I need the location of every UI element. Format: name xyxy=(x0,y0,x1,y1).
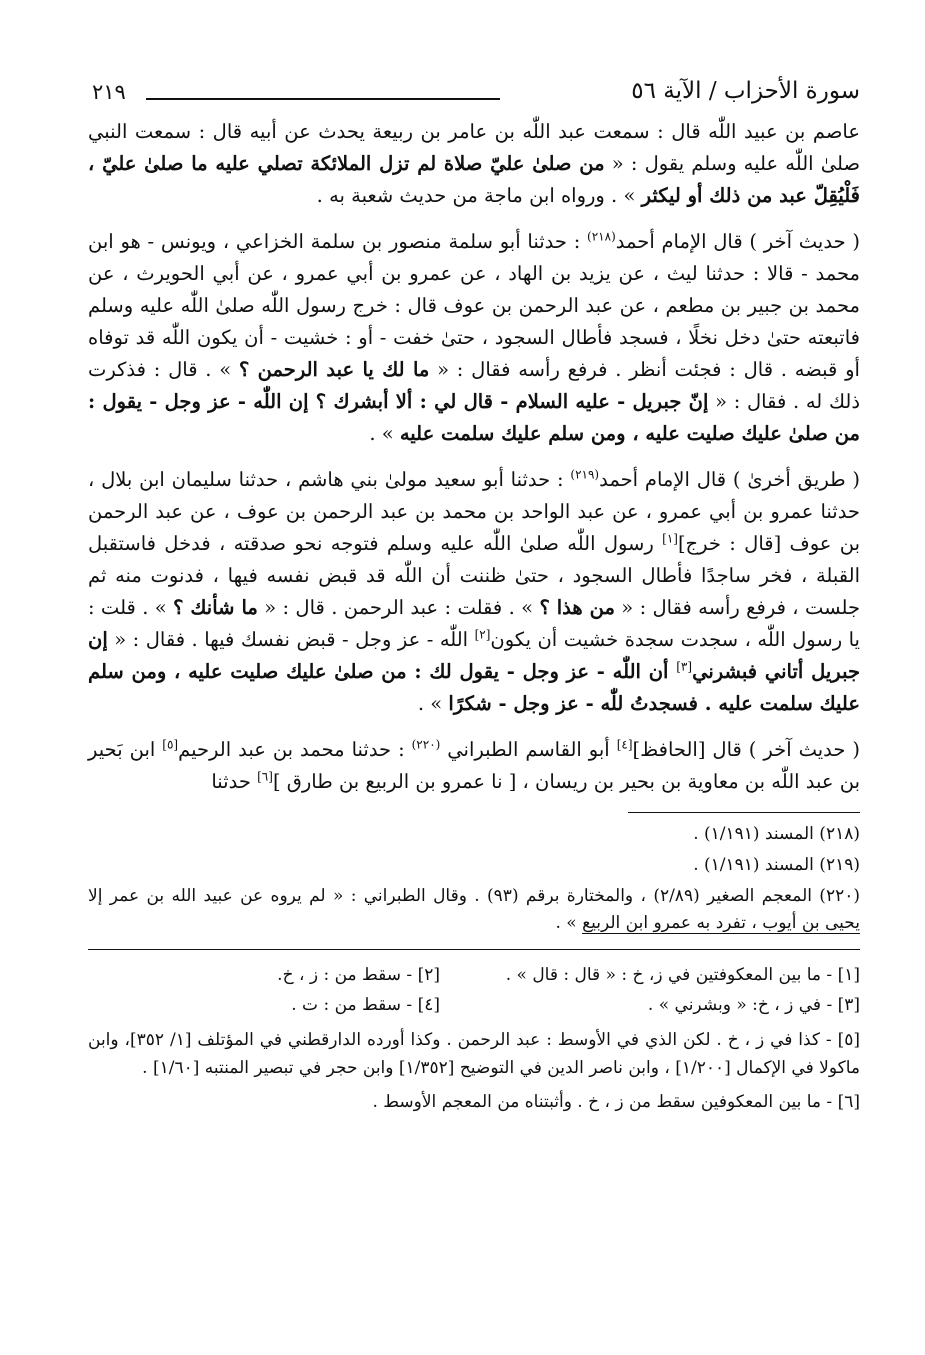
text: » . xyxy=(555,913,583,933)
variant-ref[interactable]: [٢] xyxy=(474,627,491,642)
variant-4: [٤] - سقط من : ت . xyxy=(291,995,440,1015)
paragraph-3 xyxy=(88,464,860,720)
text: رسول اللّٰه صلىٰ اللّٰه عليه وسلم فتوجه نحو صدقته ، فدخل فاستقبل القبلة ، فخر ساجدًا فأطال السجود ، حتىٰ ظننت أن اللّٰه قد قبض نفسه فيها ، فدنوت منه ثم جلست ، فرفع رأسه فقال : « xyxy=(88,532,860,619)
text: عاصم بن عبيد اللّٰه قال : سمعت عبد اللّٰه بن عامر بن ربيعة يحدث عن أبيه قال : سمعت النبي صلىٰ اللّٰه عليه وسلم يقول : « xyxy=(88,120,861,175)
variant-ref[interactable]: [٤] xyxy=(616,737,633,752)
running-title: سورة الأحزاب / الآية ٥٦ xyxy=(631,78,860,104)
text: ابن بَحير بن عبد اللّٰه بن معاوية بن بحير بن ريسان ، [ نا عمرو بن الربيع بن طارق ] xyxy=(88,738,860,793)
footnote-218: (٢١٨) المسند (١/١٩١) . xyxy=(693,824,860,844)
text: حدثنا xyxy=(211,770,258,793)
header-rule xyxy=(146,98,500,100)
variants-divider xyxy=(88,949,860,950)
variant-ref[interactable]: [٥] xyxy=(162,737,179,752)
page-header xyxy=(88,70,860,116)
hadith-text: من هذا ؟ xyxy=(539,596,615,619)
paragraph-4 xyxy=(88,734,860,798)
text: » . فقلت : عبد الرحمن . قال : « xyxy=(257,596,540,619)
variants-row-1 xyxy=(88,960,860,990)
paragraph-1 xyxy=(88,116,860,212)
page-number: ٢١٩ xyxy=(92,80,126,104)
text: » . ورواه ابن ماجة من حديث شعبة به . xyxy=(316,184,642,207)
hadith-text: إنّ جبريل - عليه السلام - قال لي : ألا أبشرك ؟ إن اللّٰه - عز وجل - يقول : من صلىٰ عليك صليت عليه ، ومن سلم عليك سلمت عليه xyxy=(88,390,860,445)
variant-2: [٢] - سقط من : ز ، خ. xyxy=(277,965,440,985)
variant-1: [١] - ما بين المعكوفتين في ز، خ : « قال : قال » . xyxy=(505,965,860,985)
footnote-ref[interactable]: (٢٢٠) xyxy=(411,737,441,752)
text: (٢٢٠) المعجم الصغير (٢/٨٩) ، والمختارة برقم (٩٣) . وقال الطبراني : « لم يروه عن عبيد الله بن عمر إلا xyxy=(88,886,860,906)
footnote-ref[interactable]: (٢١٩) xyxy=(570,467,600,482)
variant-5: [٥] - كذا في ز ، خ . لكن الذي في الأوسط : عبد الرحمن . وكذا أورده الدارقطني في المؤتلف [١/ ٣٥٢]، وابن ماكولا في الإكمال [١/٢٠٠] ، وابن ناصر الدين في التوضيح [١/٣٥٢] وابن حجر في تبصير المنتبه [١/٦٠] . xyxy=(88,1030,860,1078)
hadith-text: من صلىٰ عليّ صلاة لم تزل الملائكة تصلي عليه ما صلىٰ عليّ ، فَلْيُقِلّ عبد من ذلك أو ليكثر xyxy=(88,152,860,207)
variant-ref[interactable]: [٣] xyxy=(676,659,693,674)
text: ( حديث آخر ) قال الإمام أحمد xyxy=(615,230,860,253)
variant-ref[interactable]: [١] xyxy=(662,531,678,546)
text: : حدثنا محمد بن عبد الرحيم xyxy=(178,738,412,761)
variant-ref[interactable]: [٦] xyxy=(257,769,273,784)
footnote-219: (٢١٩) المسند (١/١٩١) . xyxy=(693,855,860,875)
text: » . قال : فذكرت ذلك له . فقال : « xyxy=(88,358,861,413)
variant-6: [٦] - ما بين المعكوفين سقط من ز ، خ . وأثبتناه من المعجم الأوسط . xyxy=(372,1092,860,1112)
hadith-text: أن اللّٰه - عز وجل - يقول لك : من صلىٰ عليك صليت عليه ، ومن سلم عليك سلمت عليه . فسجدتُ للّٰه - عز وجل - شكرًا xyxy=(88,660,860,715)
text: » . xyxy=(417,692,449,715)
text: اللّٰه - عز وجل - قبض نفسك فيها . فقال : « xyxy=(107,628,475,651)
underlined-text: يحيى بن أيوب ، تفرد به عمرو ابن الربيع xyxy=(582,913,860,933)
footnote-divider xyxy=(628,812,860,813)
text: ( حديث آخر ) قال [الحافظ] xyxy=(632,738,861,761)
hadith-text: ما شأنك ؟ xyxy=(173,596,258,619)
text: : حدثنا أبو سلمة منصور بن سلمة الخزاعي ، ويونس - هو ابن محمد - قالا : حدثنا ليث ، عن يزيد بن الهاد ، عن عمرو بن أبي عمرو ، عن أبي الحويرث ، عن محمد بن جبير بن مطعم ، عن عبد الرحمن بن عوف قال : خرج رسول اللّٰه صلىٰ اللّٰه عليه وسلم فاتبعته حتىٰ دخل نخلًا ، فسجد فأطال السجود ، حتىٰ خفت - أو : خشيت - أن يكون اللّٰه قد توفاه أو قبضه . قال : فجئت أنظر . فرفع رأسه فقال : « xyxy=(88,230,860,381)
text: أبو القاسم الطبراني xyxy=(440,738,617,761)
variant-3: [٣] - في ز ، خ: « وبشرني » . xyxy=(647,995,860,1015)
footnote-220 xyxy=(88,883,860,937)
text: ( طريق أخرىٰ ) قال الإمام أحمد xyxy=(599,468,861,491)
book-page xyxy=(88,70,860,1122)
hadith-text: ما لك يا عبد الرحمن ؟ xyxy=(238,358,430,381)
hadith-text: إن جبريل أتاني فبشرني xyxy=(88,628,861,683)
text: » . xyxy=(369,422,400,445)
paragraph-2 xyxy=(88,226,860,450)
footnote-ref[interactable]: (٢١٨) xyxy=(587,229,616,244)
text: : حدثنا أبو سعيد مولىٰ بني هاشم ، حدثنا سليمان ابن بلال ، حدثنا عمرو بن أبي عمرو ، عن عبد الواحد بن محمد بن عبد الرحمن بن عوف ، عن عبد الرحمن بن عوف [قال : خرج] xyxy=(88,468,860,555)
text: » . قلت : يا رسول اللّٰه ، سجدت سجدة خشيت أن يكون xyxy=(88,596,860,651)
variants-row-2 xyxy=(88,990,860,1020)
